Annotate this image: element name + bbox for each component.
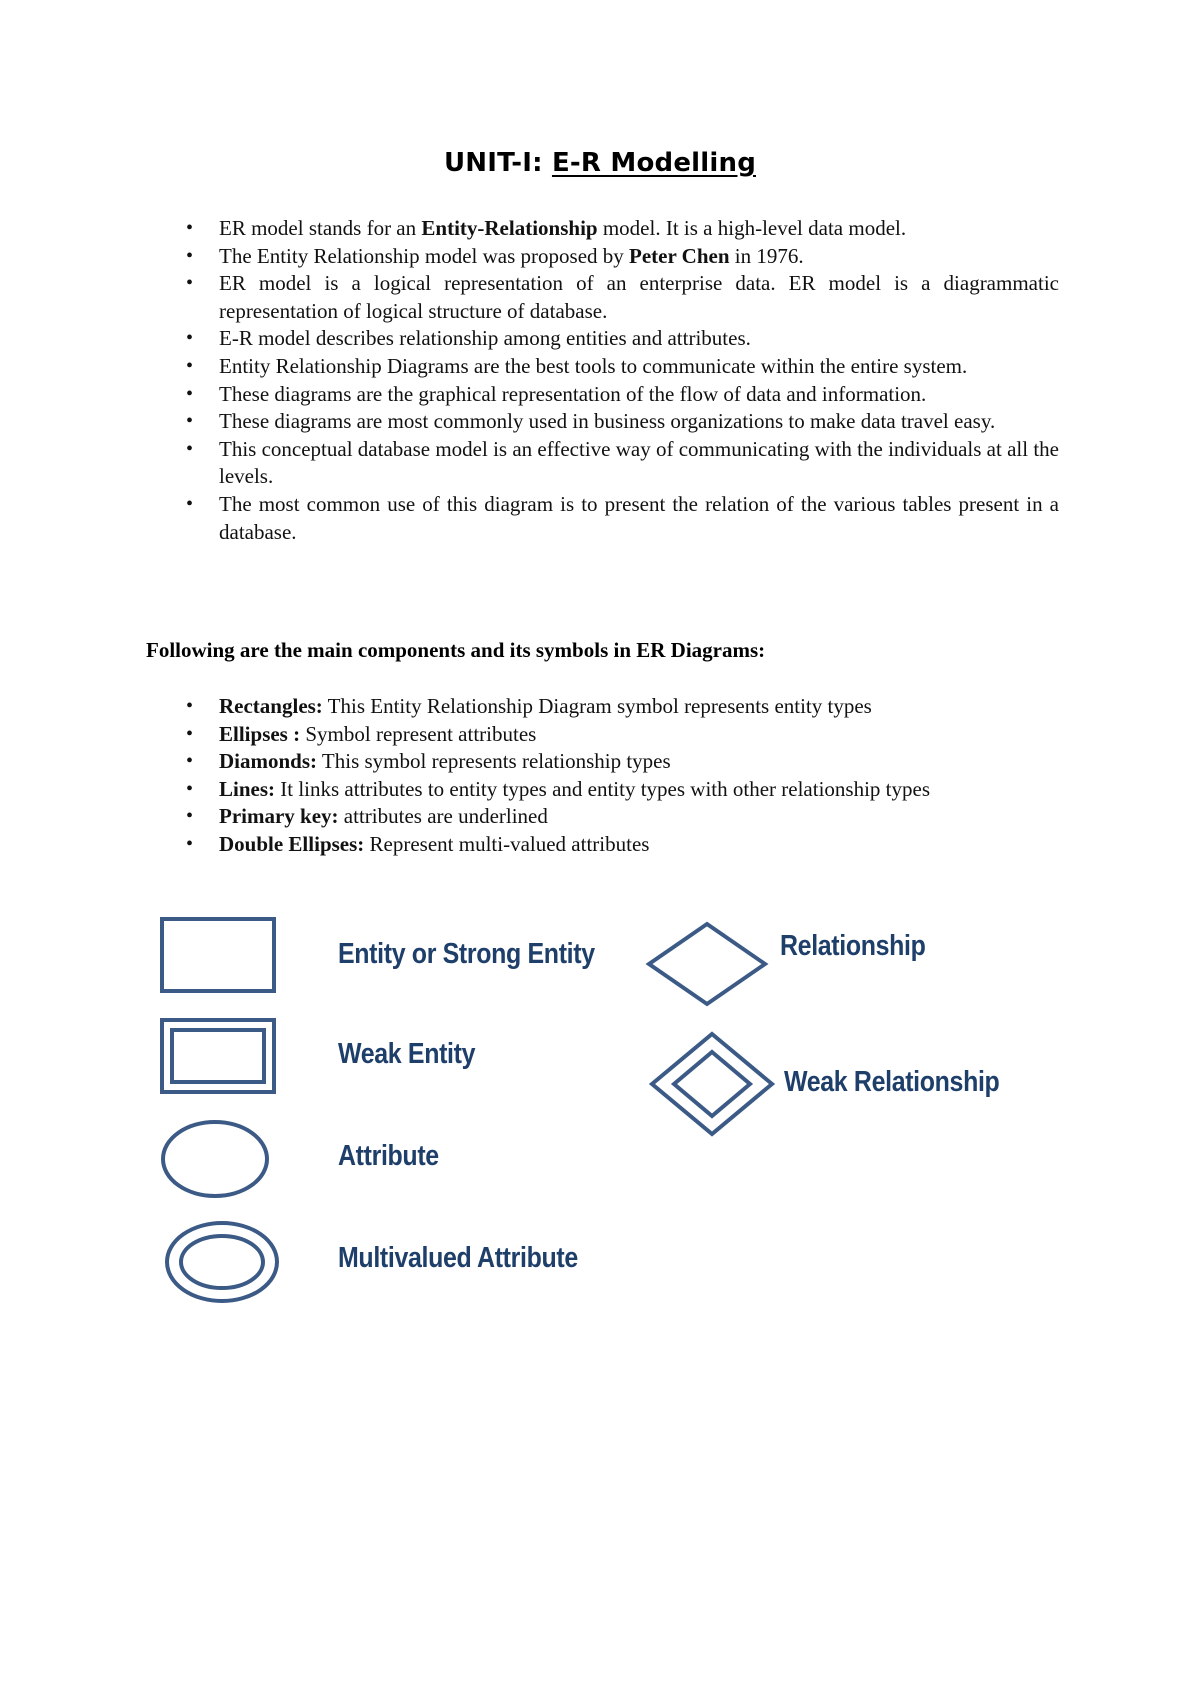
list-item: • Diamonds: This symbol represents relationship types xyxy=(219,748,1119,776)
title-main: E-R Modelling xyxy=(551,148,757,178)
entity-rectangle-icon xyxy=(158,915,278,995)
multivalued-attribute-label: Multivalued Attribute xyxy=(338,1242,578,1274)
attribute-label: Attribute xyxy=(338,1140,439,1172)
weak-entity-double-rectangle-icon xyxy=(158,1016,278,1096)
relationship-diamond-icon xyxy=(645,920,769,1008)
attribute-ellipse-icon xyxy=(158,1117,272,1201)
page-title xyxy=(0,148,1200,178)
weak-entity-label: Weak Entity xyxy=(338,1038,476,1070)
components-heading: Following are the main components and its symbols in ER Diagrams: xyxy=(146,638,766,662)
weak-relationship-label: Weak Relationship xyxy=(784,1066,1000,1098)
intro-bullet-list xyxy=(219,215,1059,546)
list-item: • Primary key: attributes are underlined xyxy=(219,803,1119,831)
list-item: • The Entity Relationship model was proposed by Peter Chen in 1976. xyxy=(219,243,1059,271)
list-item: • These diagrams are the graphical representation of the flow of data and information. xyxy=(219,381,1059,409)
list-item: • E-R model describes relationship among entities and attributes. xyxy=(219,325,1059,353)
list-item: • This conceptual database model is an effective way of communicating with the individuals at all the levels. xyxy=(219,436,1059,491)
list-item: • ER model is a logical representation of an enterprise data. ER model is a diagrammatic representation of logical structure of database. xyxy=(219,270,1059,325)
list-item: • These diagrams are most commonly used in business organizations to make data travel easy. xyxy=(219,408,1059,436)
list-item: • ER model stands for an Entity-Relationship model. It is a high-level data model. xyxy=(219,215,1059,243)
relationship-label: Relationship xyxy=(780,930,926,962)
list-item: • The most common use of this diagram is to present the relation of the various tables present in a database. xyxy=(219,491,1059,546)
list-item: • Ellipses : Symbol represent attributes xyxy=(219,721,1119,749)
list-item: • Lines: It links attributes to entity types and entity types with other relationship types xyxy=(219,776,1119,804)
weak-relationship-double-diamond-icon xyxy=(648,1030,776,1138)
components-bullet-list xyxy=(219,693,1119,859)
entity-label: Entity or Strong Entity xyxy=(338,938,595,970)
list-item: • Rectangles: This Entity Relationship Diagram symbol represents entity types xyxy=(219,693,1119,721)
title-prefix: UNIT-I: xyxy=(443,148,552,178)
list-item: • Entity Relationship Diagrams are the best tools to communicate within the entire system. xyxy=(219,353,1059,381)
multivalued-attribute-double-ellipse-icon xyxy=(162,1218,282,1306)
list-item: • Double Ellipses: Represent multi-valued attributes xyxy=(219,831,1119,859)
